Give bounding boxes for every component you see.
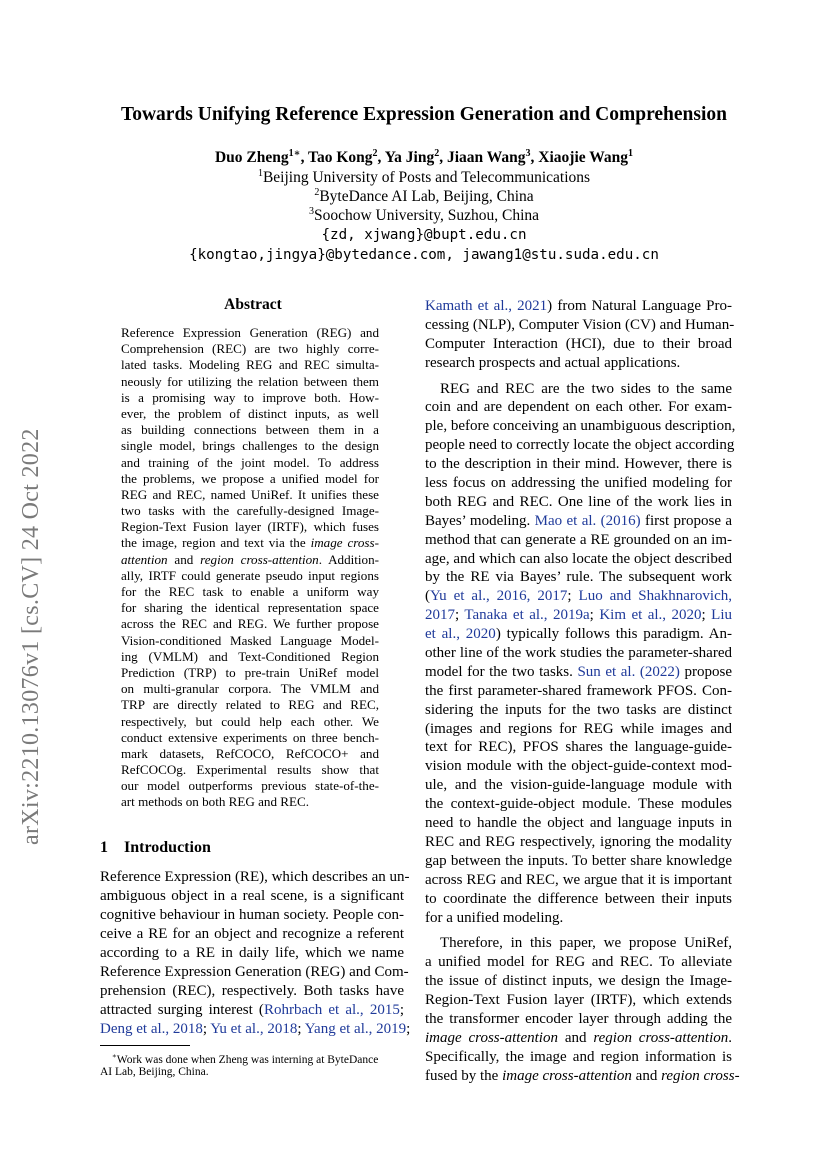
- text-line: REG and REC are the two sides to the same: [440, 380, 732, 397]
- text-line: et al., 2020) typically follows this paradigm. An-: [425, 626, 732, 643]
- text-line: to coordinate the difference between their inputs: [425, 890, 732, 907]
- text-line: 2017; Tanaka et al., 2019a; Kim et al., 2020; Liu: [425, 607, 733, 624]
- text-line: sidering the inputs for the two tasks are distinct: [425, 701, 732, 718]
- text-line: art methods on both REG and REC.: [121, 794, 310, 810]
- text-line: lated tasks. Modeling REG and REC simulta-: [121, 357, 379, 373]
- citation-link[interactable]: Yu et al., 2018: [210, 1021, 298, 1037]
- affiliation: [60, 187, 788, 206]
- text-line: as building connections between them in a: [121, 422, 379, 438]
- text-line: method that can generate a RE grounded on an im-: [425, 531, 732, 548]
- text-line: for sharing the identical representation space: [121, 600, 379, 616]
- section-number: 1: [100, 839, 108, 856]
- text-line: (Yu et al., 2016, 2017; Luo and Shakhnarovich,: [425, 588, 732, 605]
- citation-link[interactable]: 2017: [425, 607, 455, 624]
- paragraph-gap: [425, 927, 732, 934]
- citation-link[interactable]: Sun et al. (2022): [577, 663, 680, 680]
- author-name: Jiaan Wang: [446, 149, 526, 167]
- italic-term: region cross-attention: [593, 1029, 729, 1046]
- text-line: mark datasets, RefCOCO, RefCOCO+ and: [121, 745, 379, 761]
- text-line: the first parameter-shared framework PFOS. Con-: [425, 682, 732, 699]
- text-line: (images and regions for REG while images and: [425, 720, 732, 737]
- text-line: the context-guide-object module. These modules: [425, 796, 732, 813]
- text-line: prehension (REC), respectively. Both tasks have: [100, 983, 404, 999]
- citation-link[interactable]: Yang et al., 2019: [304, 1021, 407, 1037]
- section-heading: [100, 839, 211, 857]
- author-affil-mark: 2: [372, 148, 378, 159]
- text-line: people need to correctly locate the object according: [425, 437, 735, 454]
- affiliation: [60, 168, 788, 187]
- author-list: Duo Zheng$^{1∗}$, Tao Kong$^2$, Ya Jing$^2$, Jiaan Wang$^3$, Xiaojie Wang$^1$: [214, 148, 633, 167]
- citation-link[interactable]: Yu et al., 2016, 2017: [430, 588, 568, 605]
- text-line: the problems, we propose a unified model for: [121, 470, 379, 486]
- abstract-heading: Abstract: [224, 296, 282, 313]
- text-line: attracted surging interest (Rohrbach et al., 2015;: [100, 1002, 404, 1018]
- text-line: Specifically, the image and region information is: [425, 1048, 732, 1065]
- footnote-line: AI Lab, Beijing, China.: [100, 1066, 209, 1079]
- text-line: two tasks with the carefully-designed Image-: [121, 503, 379, 519]
- text-line: by the RE via Bayes’ rule. The subsequent work: [425, 569, 732, 586]
- text-line: Region-Text Fusion layer (IRTF), which extends: [425, 992, 732, 1009]
- text-line: text for REC), PFOS shares the language-guide-: [425, 739, 732, 756]
- text-line: Bayes’ modeling. Mao et al. (2016) first propose a: [425, 512, 733, 529]
- text-line: Kamath et al., 2021) from Natural Language Pro-: [425, 298, 732, 314]
- text-line: respectively, but could help each other. We: [121, 713, 379, 729]
- text-line: ing (VMLM) and Text-Conditioned Region: [121, 648, 379, 664]
- author-name: Ya Jing: [384, 149, 435, 167]
- text-line: ambiguous object in a real scene, is a significant: [100, 888, 404, 904]
- italic-term: image cross-: [310, 535, 379, 551]
- text-line: conduct extensive experiments on three bench-: [121, 729, 379, 745]
- email-line: {zd, xjwang}@bupt.edu.cn: [321, 227, 527, 243]
- text-line: Computer Interaction (HCI), due to their broad: [425, 335, 732, 352]
- text-line: our model outperforms previous state-of-the-: [121, 778, 379, 794]
- text-line: Reference Expression Generation (REG) and: [121, 325, 379, 340]
- text-line: according to a RE in daily life, which we name: [100, 945, 404, 961]
- text-line: a unified model for REG and REC. To alleviate: [425, 954, 732, 971]
- text-line: to the description in their mind. However, there is: [425, 456, 732, 473]
- text-line: ceive a RE for an object and recognize a referent: [100, 926, 404, 942]
- affiliation-text: ByteDance AI Lab, Beijing, China: [319, 188, 534, 206]
- abstract-body: [121, 325, 379, 811]
- text-line: Therefore, in this paper, we propose UniRef,: [440, 935, 732, 952]
- text-line: single model, brings challenges to the design: [121, 438, 379, 454]
- author-affil-mark: 1: [628, 148, 633, 159]
- citation-link[interactable]: Kim et al., 2020: [599, 607, 702, 624]
- text-line: for a unified modeling.: [425, 909, 564, 926]
- text-line: need to handle the object and language inputs in: [425, 815, 732, 832]
- text-line: and training of the joint model. To address: [121, 454, 379, 470]
- footnote: [100, 1049, 405, 1081]
- citation-link[interactable]: Luo and Shakhnarovich,: [578, 588, 732, 605]
- text-line: Prediction (TRP) to pre-train UniRef model: [121, 664, 379, 680]
- affiliation-mark: 3: [308, 206, 314, 217]
- affiliation-text: Beijing University of Posts and Telecommunications: [262, 169, 591, 187]
- italic-term: attention: [121, 551, 168, 567]
- affiliation-text: Soochow University, Suzhou, China: [313, 207, 540, 225]
- author-name: Tao Kong: [308, 149, 373, 167]
- text-line: RefCOCOg. Experimental results show that: [121, 762, 379, 778]
- author-affil-mark: 1∗: [288, 148, 301, 159]
- text-line: the image, region and text via the image cross-: [121, 535, 379, 551]
- affiliation: [60, 206, 788, 225]
- author-affil-mark: 2: [434, 148, 440, 159]
- citation-link[interactable]: Deng et al., 2018: [100, 1021, 203, 1037]
- citation-link[interactable]: Mao et al. (2016): [534, 512, 641, 529]
- text-line: cessing (NLP), Computer Vision (CV) and Human-: [425, 316, 735, 333]
- italic-term: image cross-attention: [425, 1029, 558, 1046]
- italic-term: region cross-: [661, 1067, 740, 1084]
- text-line: gap between the inputs. To better share knowledge: [425, 852, 732, 869]
- email-line: {kongtao,jingya}@bytedance.com, jawang1@stu.suda.edu.cn: [189, 247, 659, 263]
- text-line: Reference Expression (RE), which describes an un-: [100, 869, 410, 885]
- text-line: age, and which can also locate the object described: [425, 550, 732, 567]
- text-line: Comprehension (REC) are two highly corre-: [121, 341, 379, 357]
- text-line: Deng et al., 2018; Yu et al., 2018; Yang et al., 2019;: [100, 1021, 411, 1037]
- text-line: the issue of distinct inputs, we design the Image-: [425, 973, 732, 990]
- text-line: image cross-attention and region cross-attention.: [425, 1029, 732, 1046]
- section-title: Introduction: [124, 839, 211, 856]
- text-line: cognitive behaviour in human society. People con-: [100, 907, 404, 923]
- text-line: ally, IRTF could generate pseudo input regions: [121, 567, 379, 583]
- text-line: the transformer encoder layer through adding the: [425, 1010, 732, 1027]
- text-line: less focus on addressing the unified modeling for: [425, 475, 732, 492]
- text-line: Region-Text Fusion layer (IRTF), which fuses: [121, 519, 379, 535]
- text-line: other line of the work studies the parameter-shared: [425, 645, 732, 662]
- text-line: neously for utilizing the relation between them: [121, 373, 379, 389]
- text-line: both REG and REC. One line of the work lies in: [425, 493, 732, 510]
- footnote-text: Work was done when Zheng was interning at ByteDance: [116, 1053, 379, 1066]
- text-line: vision module with the object-guide-context mod-: [425, 758, 732, 775]
- citation-link[interactable]: Tanaka et al., 2019a: [464, 607, 590, 624]
- text-line: REC and REG respectively, ignoring the modality: [425, 833, 732, 850]
- text-line: coin and are dependent on each other. For exam-: [425, 399, 732, 416]
- text-line: across REG and REC, we argue that it is important: [425, 871, 732, 888]
- footnote-rule: [100, 1045, 190, 1046]
- text-line: on multi-granular corpora. The VMLM and: [121, 681, 379, 697]
- text-line: for the REC task to enable a uniform way: [121, 584, 379, 599]
- text-line: ever, the problem of distinct inputs, as well: [121, 405, 379, 421]
- italic-term: image cross-attention: [502, 1067, 632, 1084]
- citation-link[interactable]: Liu: [711, 607, 733, 624]
- author-name: Duo Zheng: [214, 149, 289, 167]
- text-line: TRP are directly related to REG and REC,: [121, 697, 379, 713]
- introduction-body: [100, 868, 411, 1039]
- text-line: across the REC and REG. We further propose: [121, 616, 379, 632]
- text-line: REG and REC, named UniRef. It unifies these: [121, 486, 379, 502]
- text-line: is a promising way to improve both. How-: [121, 389, 379, 405]
- text-line: attention and region cross-attention. Addition-: [121, 551, 379, 567]
- author-name: Xiaojie Wang: [538, 149, 628, 167]
- text-line: fused by the image cross-attention and region cross-: [425, 1067, 740, 1084]
- paper-title: Towards Unifying Reference Expression Generation and Comprehension: [121, 104, 727, 125]
- footnote-line: [100, 1049, 405, 1065]
- paragraph-gap: [425, 373, 732, 380]
- footnote-mark: ∗: [112, 1052, 117, 1060]
- text-line: ule, and the vision-guide-language module with: [425, 777, 732, 794]
- arxiv-identifier: arXiv:2210.13076v1 [cs.CV] 24 Oct 2022: [18, 428, 44, 845]
- italic-term: region cross-attention: [200, 551, 319, 567]
- text-line: Reference Expression Generation (REG) and Com-: [100, 964, 409, 980]
- affiliation-mark: 2: [314, 187, 320, 198]
- text-line: Vision-conditioned Masked Language Model-: [121, 632, 379, 648]
- citation-link[interactable]: Kamath et al., 2021: [425, 298, 548, 314]
- right-column-body: [425, 297, 740, 1086]
- text-line: ple, before conceiving an unambiguous description,: [425, 418, 736, 435]
- affiliation-mark: 1: [257, 168, 263, 179]
- citation-link[interactable]: et al., 2020: [425, 626, 496, 643]
- text-line: model for the two tasks. Sun et al. (2022) propose: [425, 663, 732, 680]
- citation-link[interactable]: Rohrbach et al., 2015: [263, 1002, 400, 1018]
- text-line: research prospects and actual applications.: [425, 354, 681, 371]
- author-affil-mark: 3: [525, 148, 531, 159]
